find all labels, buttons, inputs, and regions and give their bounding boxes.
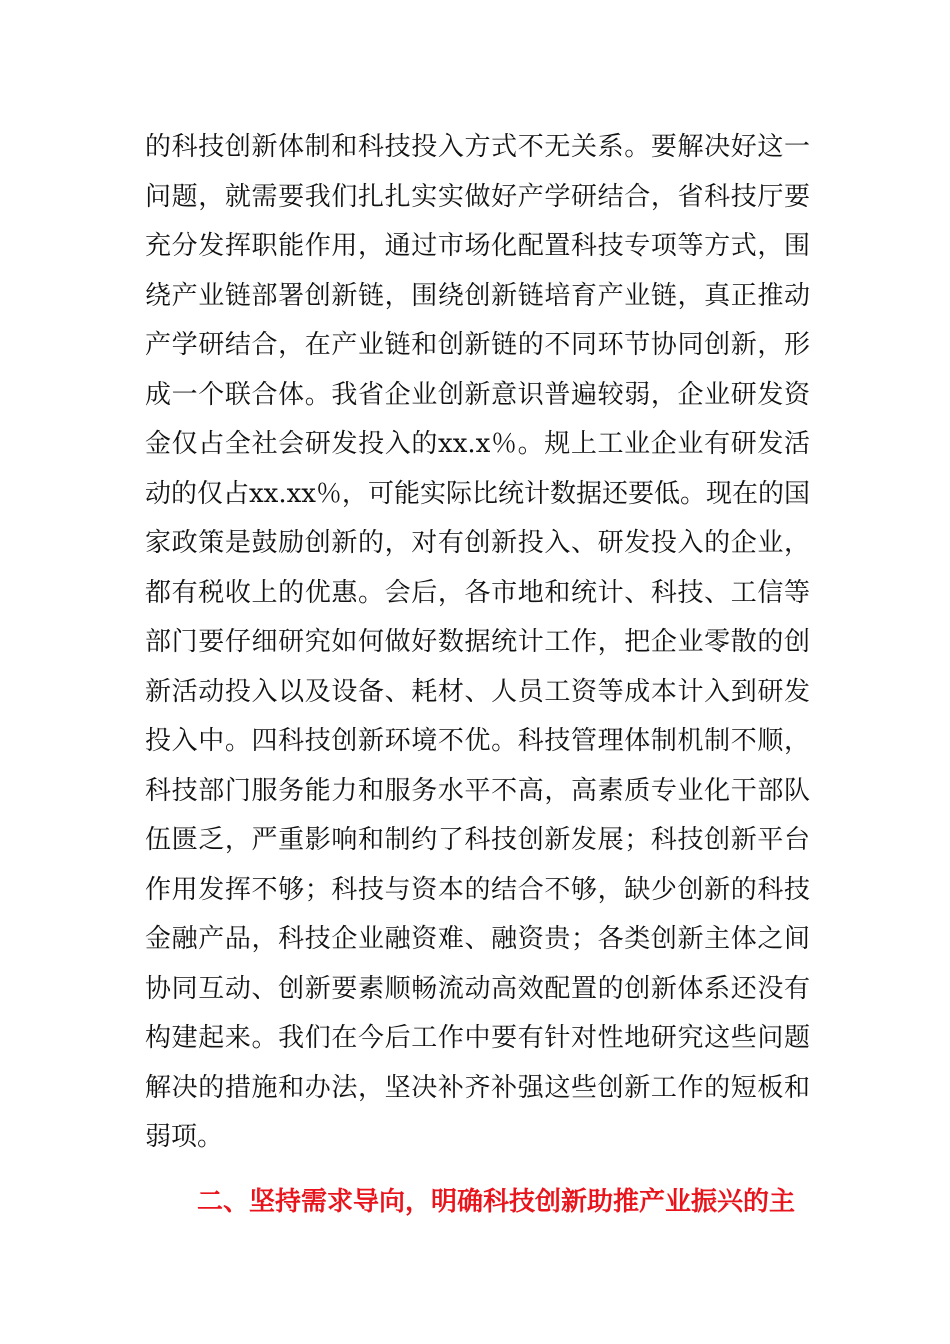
paragraph-line: 问题，就需要我们扎扎实实做好产学研结合，省科技厅要 (145, 181, 810, 212)
section-heading: 二、坚持需求导向，明确科技创新助推产业振兴的主 (197, 1187, 796, 1217)
paragraph-line: 金仅占全社会研发投入的xx.x％。规上工业企业有研发活 (145, 429, 810, 459)
paragraph-line: 家政策是鼓励创新的，对有创新投入、研发投入的企业， (145, 528, 810, 558)
paragraph-line: 构建起来。我们在今后工作中要有针对性地研究这些问题 (145, 1023, 810, 1053)
paragraph-line: 投入中。四科技创新环境不优。科技管理体制机制不顺， (145, 726, 810, 756)
paragraph-line: 金融产品，科技企业融资难、融资贵；各类创新主体之间 (145, 924, 810, 954)
paragraph-line: 都有税收上的优惠。会后，各市地和统计、科技、工信等 (145, 577, 810, 608)
paragraph-line: 部门要仔细研究如何做好数据统计工作，把企业零散的创 (145, 627, 810, 657)
paragraph-line: 成一个联合体。我省企业创新意识普遍较弱，企业研发资 (145, 379, 810, 410)
paragraph-line: 充分发挥职能作用，通过市场化配置科技专项等方式，围 (145, 231, 810, 261)
body-paragraph (145, 123, 810, 1163)
paragraph-line: 作用发挥不够；科技与资本的结合不够，缺少创新的科技 (145, 874, 810, 905)
paragraph-line: 产学研结合，在产业链和创新链的不同环节协同创新，形 (145, 330, 810, 360)
paragraph-line: 的科技创新体制和科技投入方式不无关系。要解决好这一 (145, 132, 810, 162)
paragraph-line: 协同互动、创新要素顺畅流动高效配置的创新体系还没有 (145, 973, 810, 1004)
paragraph-line: 伍匮乏，严重影响和制约了科技创新发展；科技创新平台 (145, 825, 810, 855)
paragraph-line: 解决的措施和办法，坚决补齐补强这些创新工作的短板和 (145, 1072, 810, 1103)
paragraph-line: 科技部门服务能力和服务水平不高，高素质专业化干部队 (145, 775, 810, 806)
paragraph-line: 新活动投入以及设备、耗材、人员工资等成本计入到研发 (145, 676, 810, 707)
paragraph-line: 动的仅占xx.xx％，可能实际比统计数据还要低。现在的国 (145, 478, 810, 509)
paragraph-line: 绕产业链部署创新链，围绕创新链培育产业链，真正推动 (145, 280, 810, 311)
paragraph-line: 弱项。 (145, 1122, 224, 1152)
